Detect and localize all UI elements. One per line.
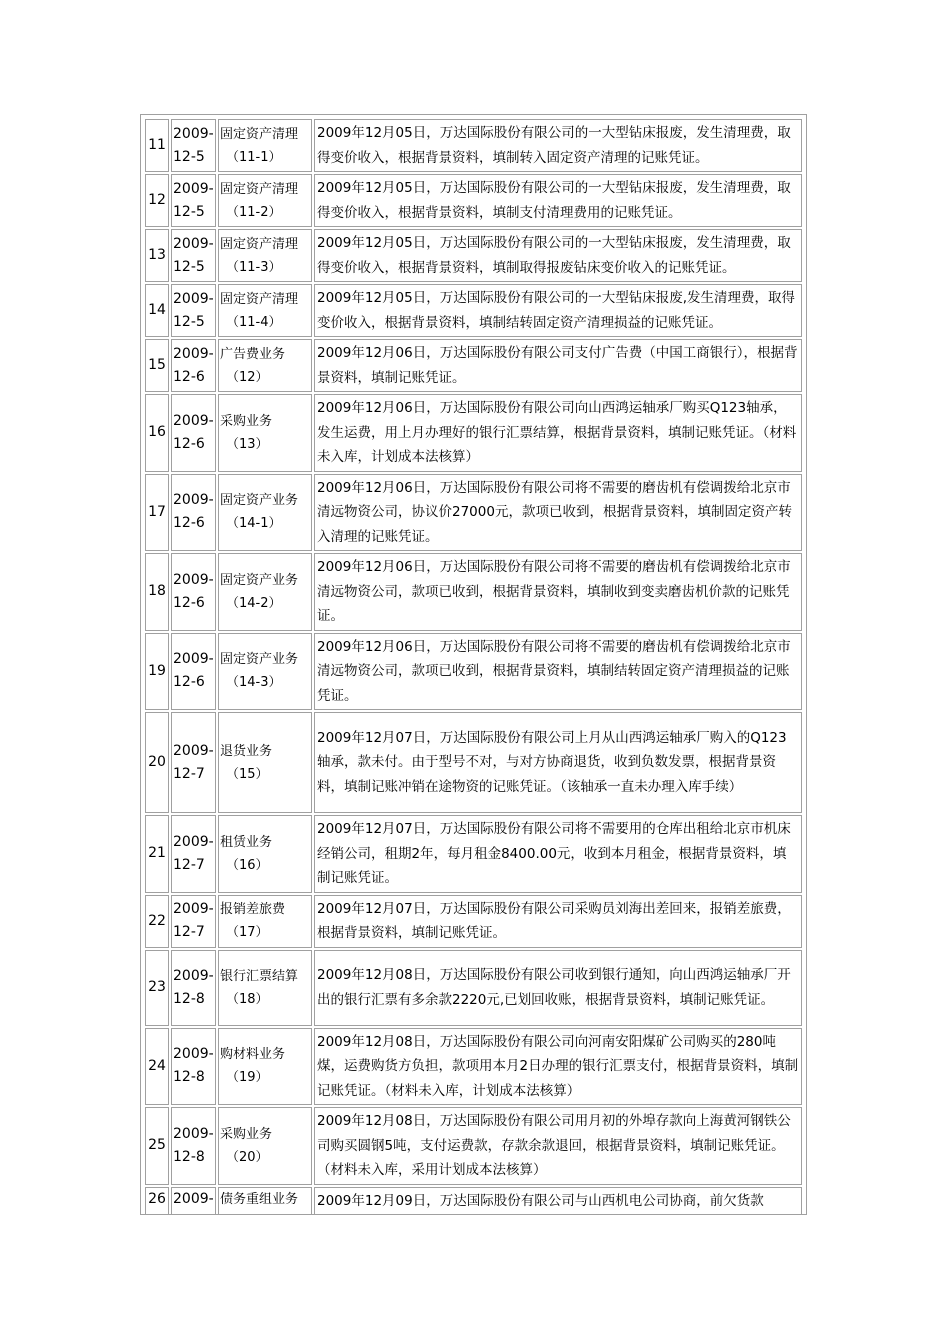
table-row — [145, 174, 802, 227]
table-row — [145, 284, 802, 337]
row-date-year: 2009- — [173, 492, 214, 509]
row-date — [171, 553, 216, 631]
row-description: 2009年12月08日，万达国际股份有限公司向河南安阳煤矿公司购买的280吨煤，运费购货方负担，款项用本月2日办理的银行汇票支付，根据背景资料，填制记账凭证。（材料未入库，计划成本法核算） — [314, 1028, 802, 1106]
row-business-type — [218, 284, 312, 337]
row-date-year: 2009- — [173, 412, 214, 429]
row-description: 2009年12月05日，万达国际股份有限公司的一大型钻床报废，发生清理费，取得变价收入，根据背景资料，填制转入固定资产清理的记账凭证。 — [314, 119, 802, 172]
row-business-type — [218, 712, 312, 813]
row-type-code: （16） — [226, 857, 269, 873]
row-date-year: 2009- — [173, 651, 214, 668]
table-row — [145, 1107, 802, 1185]
row-type-code: （20） — [226, 1149, 269, 1165]
row-type-label: 采购业务 — [220, 1126, 273, 1142]
row-number: 24 — [145, 1028, 169, 1106]
row-description: 2009年12月07日，万达国际股份有限公司采购员刘海出差回来，报销差旅费，根据背景资料，填制记账凭证。 — [314, 895, 802, 948]
row-business-type — [218, 394, 312, 472]
row-date — [171, 229, 216, 282]
row-business-type — [218, 1187, 312, 1216]
row-date — [171, 950, 216, 1026]
table-row — [145, 553, 802, 631]
table-row — [145, 815, 802, 893]
row-type-label: 固定资产业务 — [220, 572, 299, 588]
row-business-type — [218, 633, 312, 711]
row-date-year: 2009- — [173, 1046, 214, 1063]
row-type-label: 固定资产清理 — [220, 181, 299, 197]
row-date-monthday: 12-6 — [173, 594, 205, 611]
row-date — [171, 1187, 216, 1216]
row-description: 2009年12月06日，万达国际股份有限公司向山西鸿运轴承厂购买Q123轴承，发生运费，用上月办理好的银行汇票结算，根据背景资料，填制记账凭证。（材料未入库，计划成本法核算） — [314, 394, 802, 472]
row-business-type — [218, 174, 312, 227]
table-row — [145, 474, 802, 552]
row-date-monthday: 12-5 — [173, 258, 205, 275]
row-type-label: 固定资产清理 — [220, 291, 299, 307]
row-number: 25 — [145, 1107, 169, 1185]
row-date — [171, 339, 216, 392]
row-date-monthday: 12-7 — [173, 924, 205, 940]
row-number: 23 — [145, 950, 169, 1026]
row-date-year: 2009- — [173, 290, 214, 307]
row-description: 2009年12月09日，万达国际股份有限公司与山西机电公司协商，前欠货款 — [314, 1187, 802, 1216]
row-date — [171, 815, 216, 893]
row-business-type — [218, 815, 312, 893]
row-date — [171, 1028, 216, 1106]
row-description: 2009年12月05日，万达国际股份有限公司的一大型钻床报废，发生清理费，取得变价收入，根据背景资料，填制取得报废钻床变价收入的记账凭证。 — [314, 229, 802, 282]
row-type-label: 固定资产清理 — [220, 126, 299, 142]
row-type-code: （11-2） — [226, 204, 282, 220]
row-number: 21 — [145, 815, 169, 893]
row-type-code: （11-3） — [226, 259, 282, 275]
row-number: 20 — [145, 712, 169, 813]
row-description: 2009年12月07日，万达国际股份有限公司将不需要用的仓库出租给北京市机床经销公司，租期2年，每月租金8400.00元，收到本月租金，根据背景资料，填制记账凭证。 — [314, 815, 802, 893]
row-date-monthday: 12-5 — [173, 313, 205, 330]
table-row — [145, 339, 802, 392]
row-date — [171, 174, 216, 227]
table-row — [145, 1028, 802, 1106]
row-date-year: 2009- — [173, 571, 214, 588]
row-description: 2009年12月08日，万达国际股份有限公司用月初的外埠存款向上海黄河钢铁公司购买圆钢5吨，支付运费款，存款余款退回，根据背景资料，填制记账凭证。（材料未入库，采用计划成本法核算） — [314, 1107, 802, 1185]
row-date — [171, 474, 216, 552]
table-row — [145, 1187, 802, 1216]
row-number: 16 — [145, 394, 169, 472]
row-date — [171, 1107, 216, 1185]
row-business-type — [218, 1107, 312, 1185]
row-number: 17 — [145, 474, 169, 552]
table-row — [145, 119, 802, 172]
table-row — [145, 394, 802, 472]
row-date-year: 2009- — [173, 125, 214, 142]
row-description: 2009年12月06日，万达国际股份有限公司将不需要的磨齿机有偿调拨给北京市清远物资公司，协议价27000元，款项已收到，根据背景资料，填制固定资产转入清理的记账凭证。 — [314, 474, 802, 552]
row-date-monthday: 12-6 — [173, 368, 205, 385]
row-type-code: （12） — [226, 369, 269, 385]
row-date — [171, 284, 216, 337]
row-date-year: 2009- — [173, 235, 214, 252]
row-description: 2009年12月07日，万达国际股份有限公司上月从山西鸿运轴承厂购入的Q123轴承，款未付。由于型号不对，与对方协商退货，收到负数发票，根据背景资料，填制记账冲销在途物资的记账凭证。（该轴承一直未办理入库手续） — [314, 712, 802, 813]
row-type-label: 报销差旅费 — [220, 902, 286, 917]
row-date-year: 2009- — [173, 1125, 214, 1142]
row-type-label: 固定资产业务 — [220, 493, 299, 509]
row-description: 2009年12月05日，万达国际股份有限公司的一大型钻床报废，发生清理费，取得变价收入，根据背景资料，填制支付清理费用的记账凭证。 — [314, 174, 802, 227]
row-number: 19 — [145, 633, 169, 711]
row-type-code: （13） — [226, 436, 269, 452]
row-type-label: 银行汇票结算 — [220, 968, 299, 984]
row-type-label: 广告费业务 — [220, 346, 286, 362]
row-date — [171, 394, 216, 472]
row-date-monthday: 12-5 — [173, 148, 205, 165]
row-type-code: （14-3） — [226, 675, 282, 691]
row-number: 26 — [145, 1187, 169, 1216]
row-date-monthday: 12-5 — [173, 203, 205, 220]
row-date — [171, 119, 216, 172]
row-type-code: （11-4） — [226, 314, 282, 330]
row-date-monthday: 12-8 — [173, 990, 205, 1007]
table-row — [145, 229, 802, 282]
row-number: 13 — [145, 229, 169, 282]
row-date — [171, 895, 216, 948]
row-business-type — [218, 895, 312, 948]
table-row — [145, 895, 802, 948]
row-date-monthday: 12-8 — [173, 1069, 205, 1086]
row-date-year: 2009- — [173, 180, 214, 197]
row-date-year: 2009- — [173, 901, 214, 917]
row-type-code: （17） — [226, 925, 269, 940]
row-type-code: （11-1） — [226, 149, 282, 165]
row-date — [171, 633, 216, 711]
row-business-type — [218, 1028, 312, 1106]
row-date-year: 2009- — [173, 742, 214, 759]
row-type-label: 固定资产业务 — [220, 652, 299, 668]
row-date-monthday: 12-6 — [173, 515, 205, 532]
table-row — [145, 633, 802, 711]
row-number: 18 — [145, 553, 169, 631]
row-business-type — [218, 229, 312, 282]
ledger-table-frame — [140, 114, 807, 1215]
row-date-monthday: 12-8 — [173, 1148, 205, 1165]
row-date — [171, 712, 216, 813]
row-type-code: （18） — [226, 991, 269, 1007]
row-date-monthday: 12-7 — [173, 765, 205, 782]
table-row — [145, 950, 802, 1026]
row-type-code: （19） — [226, 1070, 269, 1086]
row-type-label: 购材料业务 — [220, 1047, 286, 1063]
row-description: 2009年12月05日，万达国际股份有限公司的一大型钻床报废,发生清理费，取得变价收入，根据背景资料，填制结转固定资产清理损益的记账凭证。 — [314, 284, 802, 337]
row-business-type — [218, 339, 312, 392]
row-business-type — [218, 474, 312, 552]
ledger-table — [143, 117, 804, 1215]
row-number: 11 — [145, 119, 169, 172]
row-description: 2009年12月08日，万达国际股份有限公司收到银行通知，向山西鸿运轴承厂开出的银行汇票有多余款2220元,已划回收账，根据背景资料，填制记账凭证。 — [314, 950, 802, 1026]
row-date-year: 2009- — [173, 833, 214, 850]
row-business-type — [218, 119, 312, 172]
row-number: 12 — [145, 174, 169, 227]
row-business-type — [218, 950, 312, 1026]
row-date-year: 2009- — [173, 967, 214, 984]
row-type-label: 退货业务 — [220, 743, 273, 759]
row-date-year: 2009- — [173, 1190, 214, 1207]
row-date-monthday: 12-6 — [173, 674, 205, 691]
row-date-monthday: 12-6 — [173, 435, 205, 452]
table-row — [145, 712, 802, 813]
row-type-code: （15） — [226, 766, 269, 782]
row-number: 22 — [145, 895, 169, 948]
row-type-label: 采购业务 — [220, 413, 273, 429]
row-description: 2009年12月06日，万达国际股份有限公司支付广告费（中国工商银行），根据背景资料，填制记账凭证。 — [314, 339, 802, 392]
row-business-type — [218, 553, 312, 631]
row-type-code: （14-2） — [226, 595, 282, 611]
row-date-monthday: 12-7 — [173, 856, 205, 873]
row-type-label: 债务重组业务 — [220, 1191, 299, 1207]
row-number: 14 — [145, 284, 169, 337]
row-date-year: 2009- — [173, 345, 214, 362]
row-type-label: 租赁业务 — [220, 834, 273, 850]
row-type-label: 固定资产清理 — [220, 236, 299, 252]
row-type-code: （14-1） — [226, 516, 282, 532]
row-description: 2009年12月06日，万达国际股份有限公司将不需要的磨齿机有偿调拨给北京市清远物资公司，款项已收到，根据背景资料，填制收到变卖磨齿机价款的记账凭证。 — [314, 553, 802, 631]
row-description: 2009年12月06日，万达国际股份有限公司将不需要的磨齿机有偿调拨给北京市清远物资公司，款项已收到，根据背景资料，填制结转固定资产清理损益的记账凭证。 — [314, 633, 802, 711]
row-number: 15 — [145, 339, 169, 392]
